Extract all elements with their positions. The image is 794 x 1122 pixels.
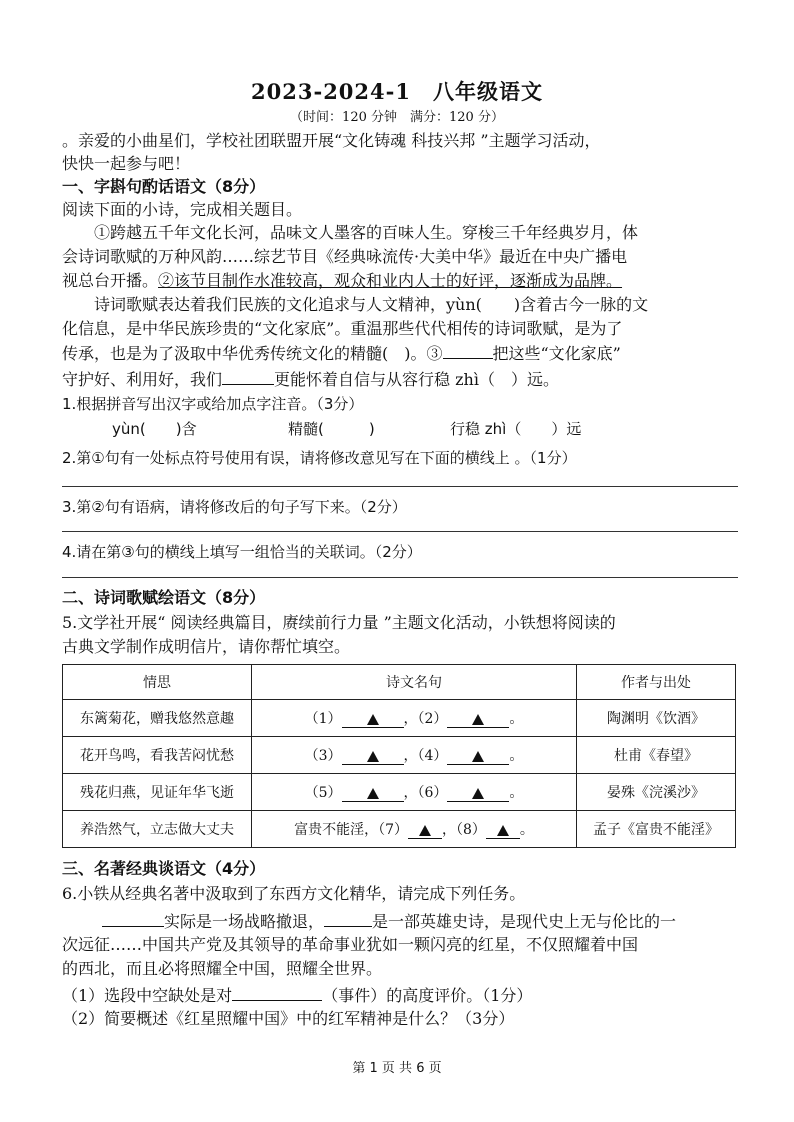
table-row xyxy=(63,811,736,848)
triangle-icon xyxy=(367,751,379,762)
blank-number: （8） xyxy=(456,822,486,838)
passage-line: 诗词歌赋表达着我们民族的文化追求与人文精神，yùn( )含着古今一脉的文 xyxy=(94,295,649,314)
q1-item: yùn( )含 xyxy=(112,420,197,438)
punct: 。 xyxy=(509,711,524,727)
triangle-icon xyxy=(497,825,509,836)
theme-cell: 花开鸟鸣，看我苦闷忧愁 xyxy=(63,737,252,774)
excerpt-blank[interactable] xyxy=(102,910,164,927)
source-cell: 孟子《富贵不能淫》 xyxy=(577,811,736,848)
punct: 。 xyxy=(509,785,524,801)
punct: ， xyxy=(403,748,418,764)
triangle-icon xyxy=(472,788,484,799)
section-1-heading: 一、字斟句酌话语文（8分） xyxy=(62,177,266,196)
question-4: 4.请在第③句的横线上填写一组恰当的关联词。（2分） xyxy=(62,543,422,561)
triangle-icon xyxy=(367,714,379,725)
underlined-sentence-2: ②该节目制作水准较高，观众和业内人士的好评，逐渐成为品牌。 xyxy=(158,271,623,290)
blank-number: （4） xyxy=(417,748,448,764)
answer-line[interactable] xyxy=(62,486,738,487)
question-5: 5.文学社开展“ 阅读经典篇目，赓续前行力量 ”主题文化活动，小铁想将阅读的 xyxy=(62,613,616,632)
page-number: 第 1 页 共 6 页 xyxy=(352,1061,442,1076)
passage-text: 守护好、利用好，我们 xyxy=(62,370,223,389)
theme-cell: 残花归燕，见证年华飞逝 xyxy=(63,774,252,811)
blank-number: （1） xyxy=(304,711,342,727)
table-header-row xyxy=(63,665,736,700)
intro-line-2: 快快一起参与吧！ xyxy=(62,154,191,173)
blank-3b[interactable] xyxy=(222,368,274,385)
table-row xyxy=(63,700,736,737)
page-title: 2023-2024-1 八年级语文 xyxy=(251,79,543,104)
excerpt-line: 次远征……中国共产党及其领导的革命事业犹如一颗闪亮的红星，不仅照耀着中国 xyxy=(62,935,639,954)
intro-line-1: 。亲爱的小曲星们，学校社团联盟开展“文化铸魂 科技兴邦 ”主题学习活动， xyxy=(62,131,601,150)
blank-number: （3） xyxy=(304,748,342,764)
verse-cell xyxy=(252,811,577,848)
fill-blank[interactable] xyxy=(408,822,442,839)
q1-item: 精髓( ) xyxy=(288,420,375,438)
theme-cell: 养浩然气，立志做大丈夫 xyxy=(63,811,252,848)
punct: 。 xyxy=(519,822,534,838)
punct: 。 xyxy=(509,748,524,764)
fill-blank[interactable] xyxy=(342,748,404,765)
passage-line: 会诗词歌赋的万种风韵……综艺节目《经典咏流传·大美中华》最近在中央广播电 xyxy=(62,247,628,266)
passage-text: 更能怀着自信与从容行稳 zhì（ ）远。 xyxy=(274,370,559,389)
passage-line xyxy=(62,368,738,391)
answer-line[interactable] xyxy=(62,531,738,532)
postcard-table xyxy=(62,664,736,848)
blank-number: （5） xyxy=(304,785,342,801)
blank-number: （6） xyxy=(417,785,448,801)
excerpt-line xyxy=(62,910,738,933)
given-verse: 富贵不能淫， xyxy=(294,822,379,838)
fill-blank[interactable] xyxy=(447,748,509,765)
triangle-icon xyxy=(419,825,431,836)
source-cell: 陶渊明《饮酒》 xyxy=(577,700,736,737)
excerpt-text: 是一部英雄史诗，是现代史上无与伦比的一 xyxy=(372,912,677,931)
question-2: 2.第①句有一处标点符号使用有误，请将修改意见写在下面的横线上 。（1分） xyxy=(62,449,577,467)
triangle-icon xyxy=(367,788,379,799)
question-3: 3.第②句有语病，请将修改后的句子写下来。（2分） xyxy=(62,498,407,516)
excerpt-line: 的西北，而且必将照耀全中国，照耀全世界。 xyxy=(62,959,383,978)
verse-cell xyxy=(252,774,577,811)
question-5: 古典文学制作成明信片，请你帮忙填空。 xyxy=(62,637,351,656)
section-2-heading: 二、诗词歌赋绘语文（8分） xyxy=(62,588,266,607)
triangle-icon xyxy=(472,714,484,725)
passage-text: 传承，也是为了汲取中华优秀传统文化的精髓( )。③ xyxy=(62,344,443,363)
source-cell: 晏殊《浣溪沙》 xyxy=(577,774,736,811)
excerpt-text: 实际是一场战略撤退， xyxy=(164,912,325,931)
answer-line[interactable] xyxy=(62,577,738,578)
question-1: 1.根据拼音写出汉字或给加点字注音。（3分） xyxy=(62,395,364,413)
punct: ， xyxy=(403,711,418,727)
verse-cell xyxy=(252,737,577,774)
section-1-instruction: 阅读下面的小诗，完成相关题目。 xyxy=(62,200,303,219)
sub-question-text: （1）选段中空缺处是对 xyxy=(62,986,233,1005)
passage-line xyxy=(62,270,738,292)
blank-number: （7） xyxy=(378,822,408,838)
question-6: 6.小铁从经典名著中汲取到了东西方文化精华，请完成下列任务。 xyxy=(62,884,526,903)
column-header: 作者与出处 xyxy=(577,665,736,700)
exam-info: （时间：120 分钟 满分：120 分） xyxy=(290,110,504,125)
column-header: 诗文名句 xyxy=(252,665,577,700)
q1-item: 行稳 zhì（ ）远 xyxy=(450,420,582,438)
verse-cell xyxy=(252,700,577,737)
sub-question-text: （事件）的高度评价。（1分） xyxy=(322,986,533,1005)
sub-question-1 xyxy=(62,984,738,1007)
fill-blank[interactable] xyxy=(486,822,520,839)
blank-3a[interactable] xyxy=(443,342,493,359)
punct: ， xyxy=(403,785,418,801)
passage-line xyxy=(62,342,738,365)
punct: ， xyxy=(442,822,456,838)
event-blank[interactable] xyxy=(232,984,322,1001)
section-3-heading: 三、名著经典谈语文（4分） xyxy=(62,859,266,878)
fill-blank[interactable] xyxy=(447,711,509,728)
fill-blank[interactable] xyxy=(447,785,509,802)
fill-blank[interactable] xyxy=(342,711,404,728)
blank-number: （2） xyxy=(417,711,448,727)
sub-question-2: （2）简要概述《红星照耀中国》中的红军精神是什么？（3分） xyxy=(62,1009,515,1028)
table-row xyxy=(63,737,736,774)
passage-line: 化信息，是中华民族珍贵的“文化家底”。重温那些代代相传的诗词歌赋，是为了 xyxy=(62,319,623,338)
theme-cell: 东篱菊花，赠我悠然意趣 xyxy=(63,700,252,737)
passage-text: 把这些“文化家底” xyxy=(492,344,621,363)
source-cell: 杜甫《春望》 xyxy=(577,737,736,774)
triangle-icon xyxy=(472,751,484,762)
fill-blank[interactable] xyxy=(342,785,404,802)
passage-line: ①跨越五千年文化长河，品味文人墨客的百味人生。穿梭三千年经典岁月，体 xyxy=(94,223,639,242)
column-header: 情思 xyxy=(63,665,252,700)
excerpt-blank[interactable] xyxy=(324,910,372,927)
passage-text: 视总台开播。 xyxy=(62,271,159,290)
table-row xyxy=(63,774,736,811)
